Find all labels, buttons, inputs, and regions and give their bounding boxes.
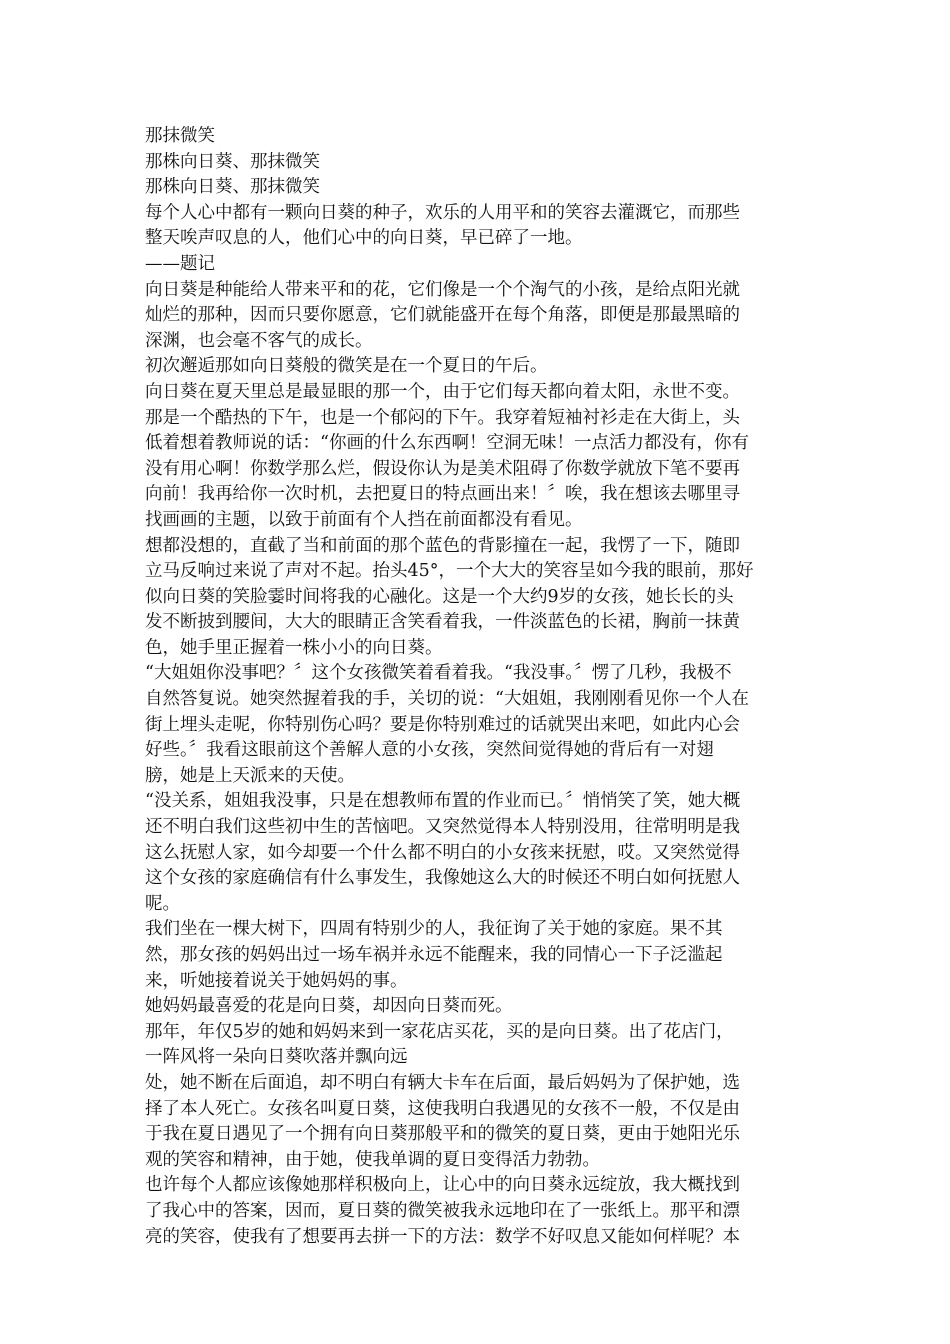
text-line: 似向日葵的笑脸霎时间将我的心融化。这是一个大约9岁的女孩，她长长的头 (145, 586, 734, 607)
text-line: 我们坐在一棵大树下，四周有特别少的人，我征询了关于她的家庭。果不其 (145, 919, 723, 940)
text-line: 立马反响过来说了声对不起。抬头45°，一个大大的笑容呈如今我的眼前，那好 (145, 561, 754, 582)
text-line: 初次邂逅那如向日葵般的微笑是在一个夏日的午后。 (145, 356, 548, 377)
text-line: “大姐姐你没事吧？〞这个女孩微笑着看着我。“我没事。〞愣了几秒，我极不 (145, 663, 732, 684)
text-line: 一阵风将一朵向日葵吹落并飘向远 (145, 1047, 408, 1068)
text-line: 街上埋头走呢，你特别伤心吗？要是你特别难过的话就哭出来吧，如此内心会 (145, 714, 740, 735)
text-line: 然，那女孩的妈妈出过一场车祸并永远不能醒来，我的同情心一下子泛滥起 (145, 945, 723, 965)
text-line: 深渊，也会毫不客气的成长。 (145, 330, 373, 351)
text-line: 低着想着教师说的话：“你画的什么东西啊！空洞无味！一点活力都没有，你有 (145, 433, 749, 454)
text-line: 向前！我再给你一次时机，去把夏日的特点画出来！〞唉，我在想该去哪里寻 (145, 484, 740, 505)
text-line: 亮的笑容，使我有了想要再去拼一下的方法：数学不好叹息又能如何样呢？本 (145, 1226, 740, 1247)
text-line: 自然答复说。她突然握着我的手，关切的说：“大姐姐，我刚刚看见你一个人在 (145, 689, 749, 710)
text-line: 找画画的主题，以致于前面有个人挡在前面都没有看见。 (145, 509, 583, 530)
text-line: 色，她手里正握着一株小小的向日葵。 (145, 637, 443, 658)
text-line: 向日葵是种能给人带来平和的花，它们像是一个个淘气的小孩，是给点阳光就 (145, 279, 740, 300)
text-line: 呢。 (145, 893, 180, 914)
text-line: 也许每个人都应该像她那样积极向上，让心中的向日葵永远绽放，我大概找到 (145, 1175, 740, 1196)
text-line: 发不断披到腰间，大大的眼睛正含笑看着我，一件淡蓝色的长裙，胸前一抹黄 (145, 612, 740, 633)
text-line: 好些。〞我看这眼前这个善解人意的小女孩，突然间觉得她的背后有一对翅 (145, 740, 714, 761)
epigraph-attribution: ——题记 (145, 253, 215, 274)
text-line: 膀，她是上天派来的天使。 (145, 765, 355, 786)
text-line: 这么抚慰人家，如今却要一个什么都不明白的小女孩来抚慰，哎。又突然觉得 (145, 842, 740, 863)
doc-title: 那抹微笑 (145, 126, 215, 146)
text-line: 那是一个酷热的下午，也是一个郁闷的下午。我穿着短袖衬衫走在大街上，头 (145, 407, 740, 428)
text-line: 没有用心啊！你数学那么烂，假设你认为是美术阻碍了你数学就放下笔不要再 (145, 458, 740, 479)
text-line: 择了本人死亡。女孩名叫夏日葵，这使我明白我遇见的女孩不一般，不仅是由 (145, 1098, 740, 1119)
text-line: 于我在夏日遇见了一个拥有向日葵那般平和的微笑的夏日葵，更由于她阳光乐 (145, 1124, 740, 1145)
text-line: “没关系，姐姐我没事，只是在想教师布置的作业而已。〞悄悄笑了笑，她大概 (145, 791, 741, 812)
text-line: 了我心中的答案，因而，夏日葵的微笑被我永远地印在了一张纸上。那平和漂 (145, 1200, 740, 1221)
text-line: 还不明白我们这些初中生的苦恼吧。又突然觉得本人特别没用，往常明明是我 (145, 817, 740, 838)
text-line: 灿烂的那种，因而只要你愿意，它们就能盛开在每个角落，即便是那最黑暗的 (145, 305, 740, 326)
text-line: 处，她不断在后面追，却不明白有辆大卡车在后面，最后妈妈为了保护她，选 (145, 1072, 740, 1093)
text-line: 这个女孩的家庭确信有什么事发生，我像她这么大的时候还不明白如何抚慰人 (145, 868, 740, 889)
text-line: 每个人心中都有一颗向日葵的种子，欢乐的人用平和的笑容去灌溉它，而那些 (145, 202, 740, 223)
doc-subtitle: 那株向日葵、那抹微笑 (145, 151, 320, 172)
text-line: 向日葵在夏天里总是最显眼的那一个，由于它们每天都向着太阳，永世不变。 (145, 381, 740, 402)
text-line: 那年，年仅5岁的她和妈妈来到一家花店买花，买的是向日葵。出了花店门， (145, 1021, 734, 1042)
text-line: 她妈妈最喜爱的花是向日葵，却因向日葵而死。 (145, 996, 513, 1017)
text-line: 来，听她接着说关于她妈妈的事。 (145, 970, 408, 991)
text-line: 观的笑容和精神，由于她，使我单调的夏日变得活力勃勃。 (145, 1149, 600, 1170)
doc-subtitle-repeat: 那株向日葵、那抹微笑 (145, 177, 320, 198)
text-line: 想都没想的，直截了当和前面的那个蓝色的背影撞在一起，我愣了一下，随即 (145, 535, 740, 556)
document-body (145, 124, 805, 1250)
text-line: 整天唉声叹息的人，他们心中的向日葵，早已碎了一地。 (145, 228, 583, 249)
